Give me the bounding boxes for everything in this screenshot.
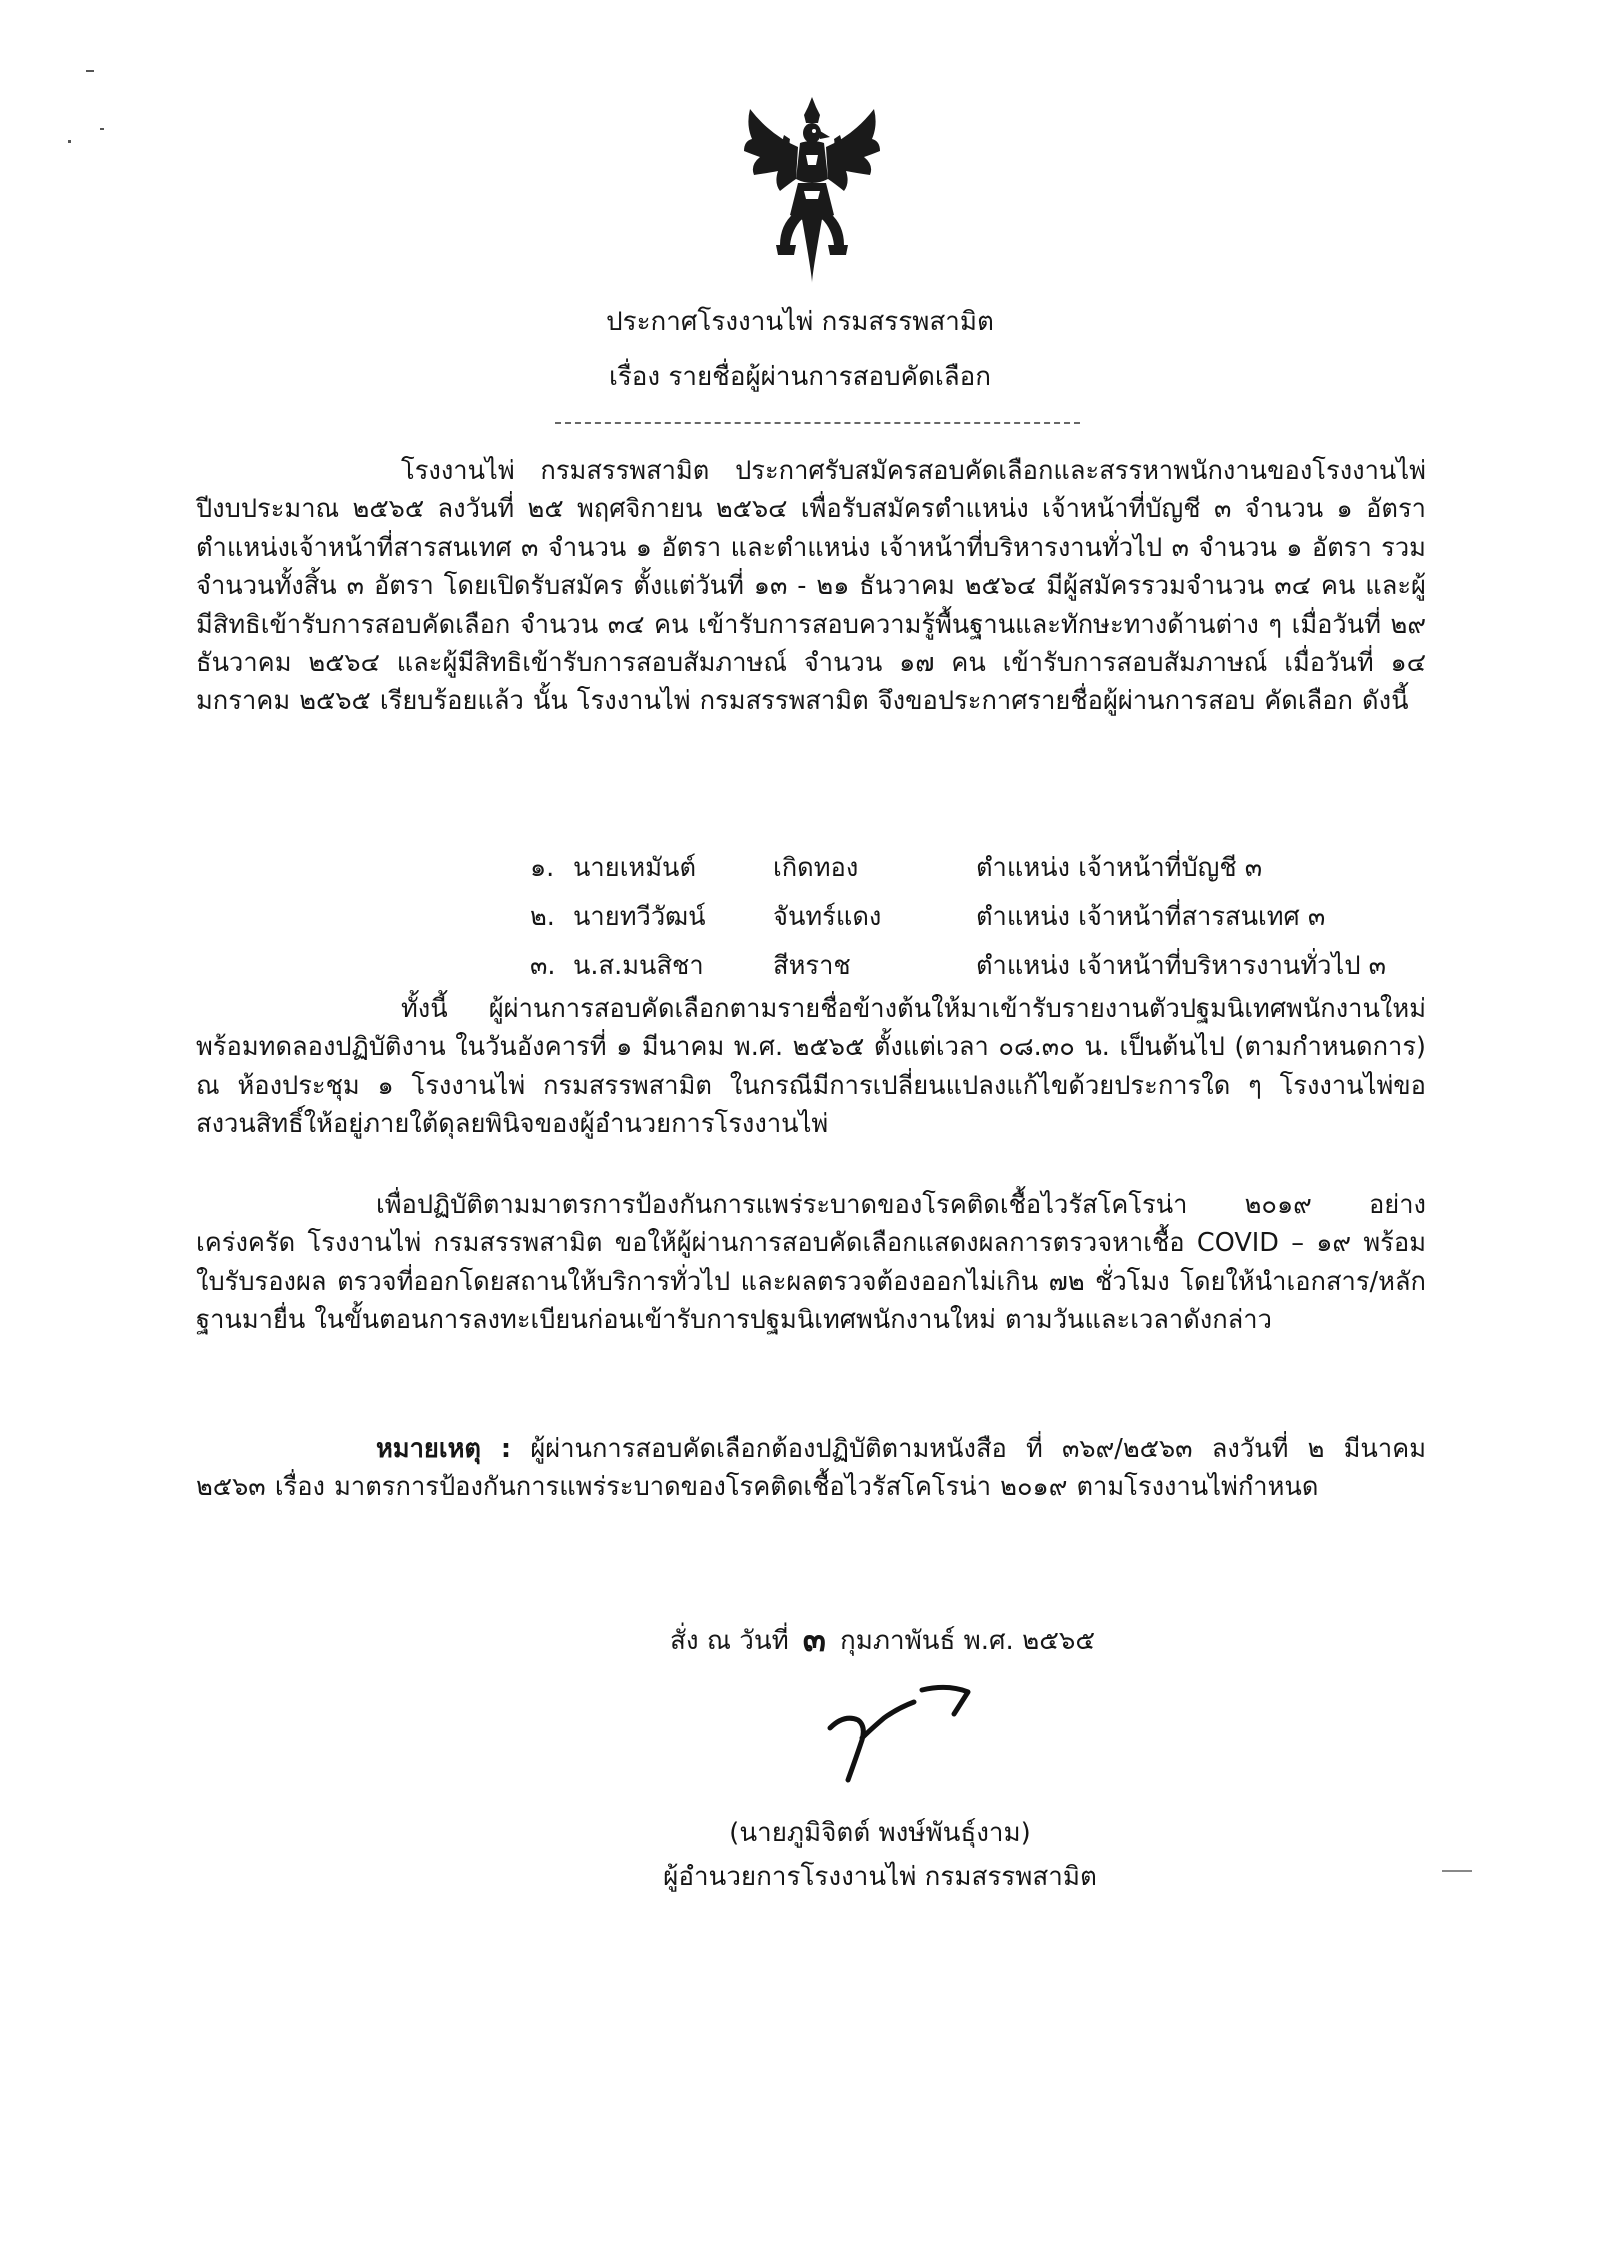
covid-text: เพื่อปฏิบัติตามมาตรการป้องกันการแพร่ระบาดของโรคติดเชื้อไวรัสโคโรน่า ๒๐๑๙ อย่างเคร่งครัด โรงงานไพ่ กรมสรรพสามิต ขอให้ผู้ผ่านการสอบคัดเลือกแสดงผลการตรวจหาเชื้อ COVID – ๑๙ พร้อมใบรับรองผล ตรวจที่ออกโดยสถานให้บริการทั่วไป และผลตรวจต้องออกไม่เกิน ๗๒ ชั่วโมง โดยให้นำเอกสาร/หลักฐานมายื่น ในขั้นตอนการลงทะเบียนก่อนเข้ารับการปฐมนิเทศพนักงานใหม่ ตามวันและเวลาดังกล่าว (196, 1190, 1426, 1336)
candidate-name: นายทวีวัฒน์ (573, 902, 706, 932)
scan-speck (100, 128, 104, 130)
candidate-number: ๑. (530, 853, 555, 883)
report-paragraph (196, 990, 1426, 1144)
covid-paragraph (196, 1186, 1426, 1340)
candidate-row (0, 897, 1600, 937)
issue-date-day: ๓ (802, 1620, 826, 1660)
issue-date-prefix: สั่ง ณ วันที่ (670, 1626, 789, 1656)
note-paragraph (196, 1430, 1426, 1507)
candidate-number: ๒. (530, 902, 555, 932)
candidate-position: ตำแหน่ง เจ้าหน้าที่บัญชี ๓ (976, 853, 1263, 883)
announcement-title: ประกาศโรงงานไพ่ กรมสรรพสามิต (606, 307, 994, 337)
signatory-title: ผู้อำนวยการโรงงานไพ่ กรมสรรพสามิต (663, 1862, 1097, 1892)
candidate-name: น.ส.มนสิชา (573, 951, 704, 981)
issue-date (670, 1622, 1095, 1659)
intro-text: โรงงานไพ่ กรมสรรพสามิต ประกาศรับสมัครสอบคัดเลือกและสรรหาพนักงานของโรงงานไพ่ ปีงบประมาณ ๒๕๖๕ ลงวันที่ ๒๕ พฤศจิกายน ๒๕๖๔ เพื่อรับสมัครตำแหน่ง เจ้าหน้าที่บัญชี ๓ จำนวน ๑ อัตรา ตำแหน่งเจ้าหน้าที่สารสนเทศ ๓ จำนวน ๑ อัตรา และตำแหน่ง เจ้าหน้าที่บริหารงานทั่วไป ๓ จำนวน ๑ อัตรา รวมจำนวนทั้งสิ้น ๓ อัตรา โดยเปิดรับสมัคร ตั้งแต่วันที่ ๑๓ - ๒๑ ธันวาคม ๒๕๖๔ มีผู้สมัครรวมจำนวน ๓๔ คน และผู้มีสิทธิเข้ารับการสอบคัดเลือก จำนวน ๓๔ คน เข้ารับการสอบความรู้พื้นฐานและทักษะทางด้านต่าง ๆ เมื่อวันที่ ๒๙ ธันวาคม ๒๕๖๔ และผู้มีสิทธิเข้ารับการสอบสัมภาษณ์ จำนวน ๑๗ คน เข้ารับการสอบสัมภาษณ์ เมื่อวันที่ ๑๔ มกราคม ๒๕๖๕ เรียบร้อยแล้ว นั้น โรงงานไพ่ กรมสรรพสามิต จึงขอประกาศรายชื่อผู้ผ่านการสอบ คัดเลือก ดังนี้ (196, 456, 1426, 717)
header-divider (555, 422, 1080, 424)
report-text: ทั้งนี้ ผู้ผ่านการสอบคัดเลือกตามรายชื่อข้างต้นให้มาเข้ารับรายงานตัวปฐมนิเทศพนักงานใหม่ พร้อมทดลองปฏิบัติงาน ในวันอังคารที่ ๑ มีนาคม พ.ศ. ๒๕๖๕ ตั้งแต่เวลา ๐๘.๓๐ น. เป็นต้นไป (ตามกำหนดการ) ณ ห้องประชุม ๑ โรงงานไพ่ กรมสรรพสามิต ในกรณีมีการเปลี่ยนแปลงแก้ไขด้วยประการใด ๆ โรงงานไพ่ขอ สงวนสิทธิ์ให้อยู่ภายใต้ดุลยพินิจของผู้อำนวยการโรงงานไพ่ (196, 994, 1426, 1140)
candidate-position: ตำแหน่ง เจ้าหน้าที่บริหารงานทั่วไป ๓ (976, 951, 1387, 981)
candidate-surname: เกิดทอง (773, 853, 859, 883)
intro-paragraph (196, 452, 1426, 721)
scan-speck (1442, 1870, 1472, 1872)
note-text: ผู้ผ่านการสอบคัดเลือกต้องปฏิบัติตามหนังสือ ที่ ๓๖๙/๒๕๖๓ ลงวันที่ ๒ มีนาคม ๒๕๖๓ เรื่อง มาตรการป้องกันการแพร่ระบาดของโรคติดเชื้อไวรัสโคโรน่า ๒๐๑๙ ตามโรงงานไพ่กำหนด (196, 1434, 1426, 1503)
candidate-name: นายเหมันต์ (573, 853, 697, 883)
scan-speck (68, 140, 71, 143)
scan-speck (86, 70, 94, 72)
announcement-subject: เรื่อง รายชื่อผู้ผ่านการสอบคัดเลือก (608, 362, 992, 392)
candidate-surname: สีหราช (773, 951, 851, 981)
signature-icon (818, 1680, 988, 1790)
candidate-row (0, 946, 1600, 986)
candidate-position: ตำแหน่ง เจ้าหน้าที่สารสนเทศ ๓ (976, 902, 1326, 932)
signatory-name: (นายภูมิจิตต์ พงษ์พันธุ์งาม) (729, 1818, 1031, 1848)
note-label: หมายเหตุ : (376, 1434, 512, 1464)
garuda-emblem-icon (740, 95, 885, 285)
candidate-number: ๓. (530, 951, 556, 981)
issue-date-suffix: กุมภาพันธ์ พ.ศ. ๒๕๖๕ (839, 1626, 1096, 1656)
candidate-row (0, 848, 1600, 888)
candidate-surname: จันทร์แดง (773, 902, 882, 932)
